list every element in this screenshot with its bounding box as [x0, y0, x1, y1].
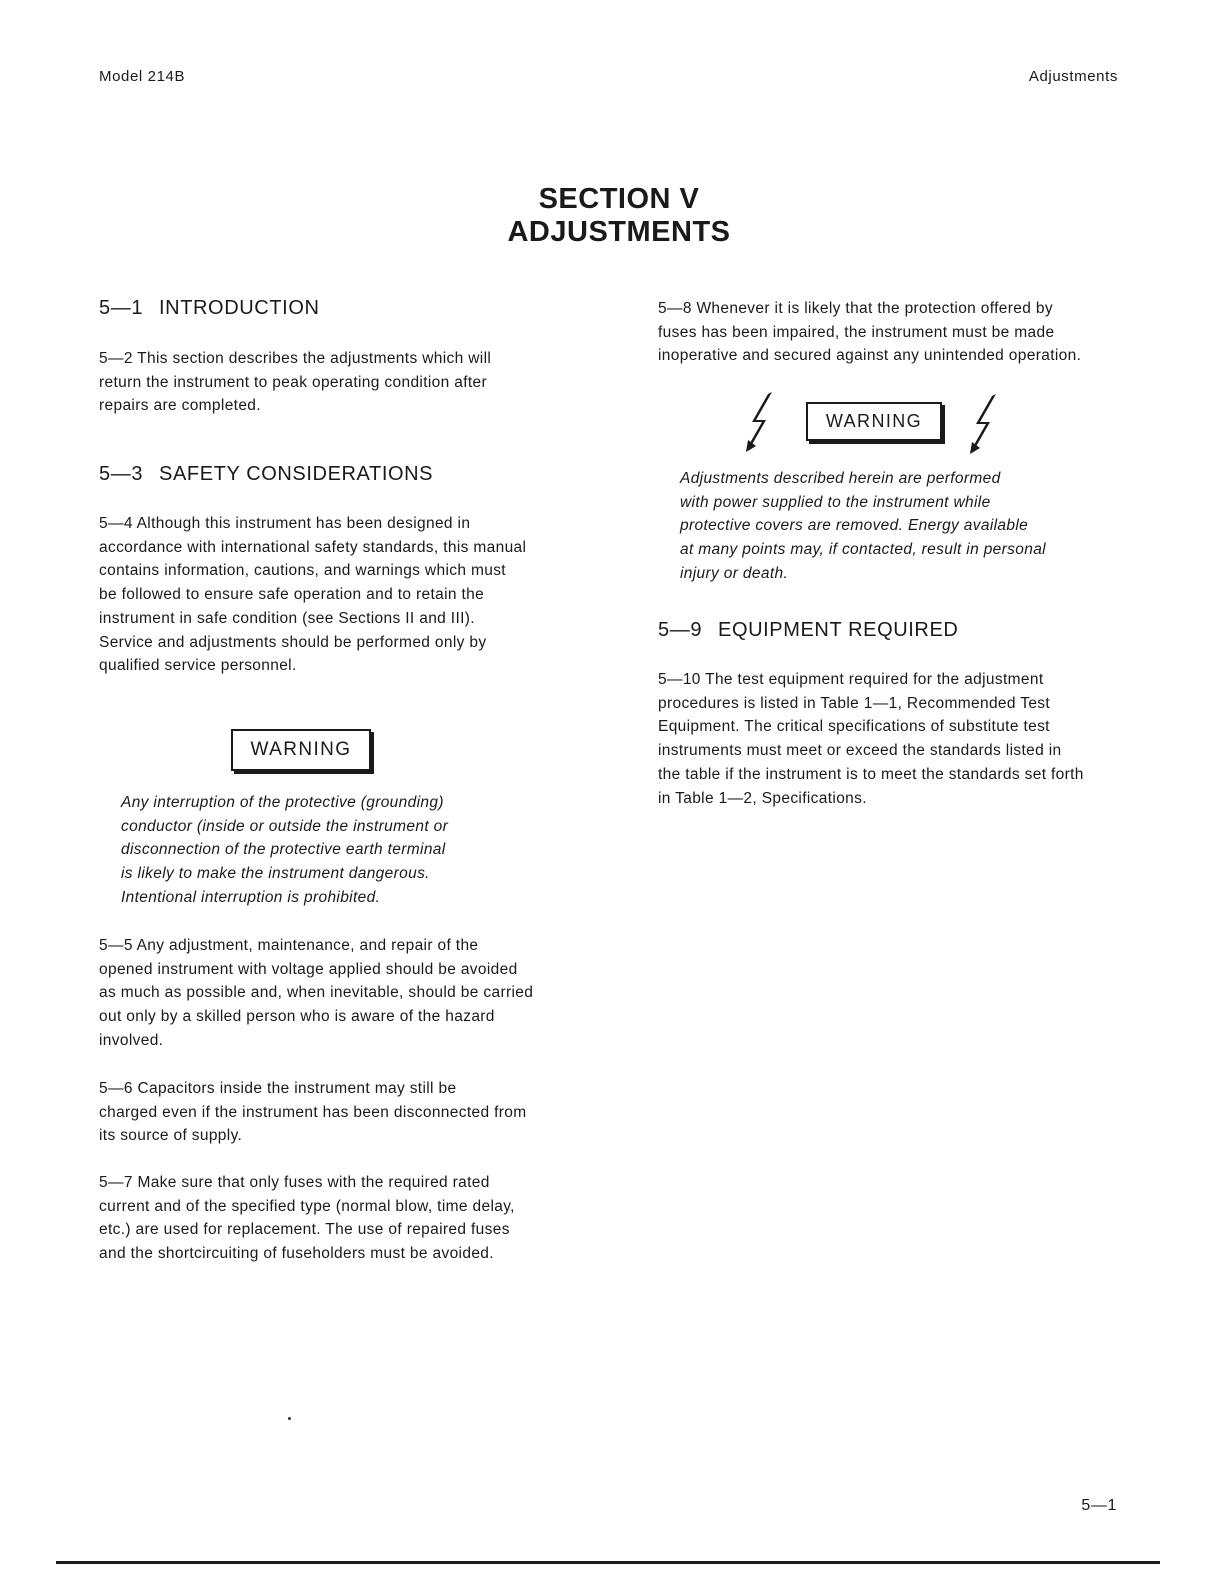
paragraph-5-8: 5—8 Whenever it is likely that the protection offered by fuses has been impaired, the instrument must be made inoperative and secured against any unintended operation.	[658, 300, 1082, 365]
page-number: 5—1	[1081, 1497, 1117, 1514]
heading-label: SAFETY CONSIDERATIONS	[159, 463, 434, 485]
heading-number: 5—9	[658, 619, 703, 641]
paragraph-5-6: 5—6 Capacitors inside the instrument may still be charged even if the instrument has been disconnected from its source of supply.	[99, 1080, 527, 1145]
lightning-bolt-icon	[960, 392, 1016, 456]
heading-introduction	[99, 297, 320, 320]
heading-number: 5—3	[99, 463, 144, 485]
paragraph-5-4: 5—4 Although this instrument has been designed in accordance with international safety standards, this manual contains information, cautions, and warnings which must be followed to ensure safe operation and to retain the instrument in safe condition (see Sections II and III). Service and adjustments should be performed only by qualified service personnel.	[99, 515, 527, 675]
heading-equipment-required	[658, 619, 958, 642]
heading-number: 5—1	[99, 297, 144, 319]
paragraph-5-2: 5—2 This section describes the adjustments which will return the instrument to peak operating condition after repairs are completed.	[99, 350, 492, 415]
warning-badge: WARNING	[806, 402, 942, 441]
heading-safety-considerations	[99, 463, 433, 486]
stray-mark	[288, 1417, 291, 1420]
heading-label: INTRODUCTION	[159, 297, 320, 319]
header-chapter: Adjustments	[1028, 68, 1118, 85]
paragraph-5-10: 5—10 The test equipment required for the adjustment procedures is listed in Table 1—1, Recommended Test Equipment. The critical specifications of substitute test instruments must meet or exceed the standards listed in the table if the instrument is to meet the standards set forth in Table 1—2, Specifications.	[658, 671, 1084, 807]
page-title	[0, 183, 1224, 249]
paragraph-5-7: 5—7 Make sure that only fuses with the required rated current and of the specified type (normal blow, time delay, etc.) are used for replacement. The use of repaired fuses and the shortcircuiting of fuseholders must be avoided.	[99, 1174, 515, 1263]
lightning-bolt-icon	[736, 390, 792, 454]
warning-text-energy: Adjustments described herein are performed with power supplied to the instrument while protective covers are removed. Energy available at many points may, if contacted, result in personal injury or death.	[680, 470, 1046, 582]
warning-text-grounding: Any interruption of the protective (grounding) conductor (inside or outside the instrument or disconnection of the protective earth terminal is likely to make the instrument dangerous. Intentional interruption is prohibited.	[121, 794, 449, 906]
footer-rule	[56, 1561, 1160, 1564]
title-line-2: ADJUSTMENTS	[507, 216, 731, 248]
title-line-1: SECTION V	[538, 183, 700, 215]
heading-label: EQUIPMENT REQUIRED	[718, 619, 959, 641]
warning-badge: WARNING	[231, 729, 371, 771]
header-model: Model 214B	[99, 68, 186, 85]
paragraph-5-5: 5—5 Any adjustment, maintenance, and repair of the opened instrument with voltage applied should be avoided as much as possible and, when inevitable, should be carried out only by a skilled person who is aware of the hazard involved.	[99, 937, 534, 1049]
